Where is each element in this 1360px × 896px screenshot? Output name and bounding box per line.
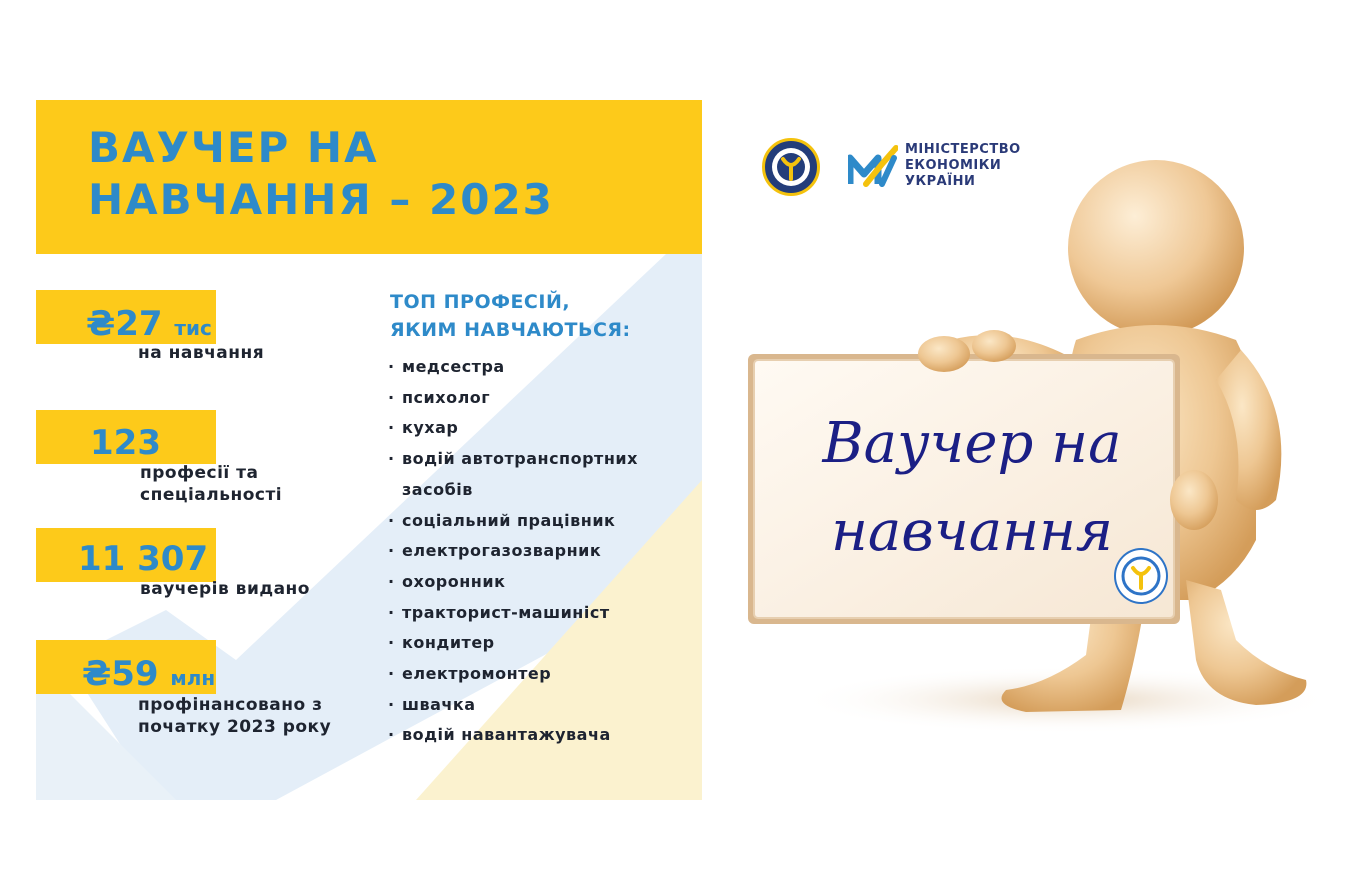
list-item <box>388 690 638 721</box>
professions-list <box>388 352 638 751</box>
stat-label-line: профінансовано з <box>138 695 323 715</box>
ministry-name <box>905 142 1021 190</box>
heading-line: ЯКИМ НАВЧАЮТЬСЯ: <box>390 319 631 341</box>
stat-label-vouchers: ваучерів видано <box>140 579 310 599</box>
list-item-text: електромонтер <box>402 664 552 684</box>
stat-value-unit: млн <box>170 666 216 690</box>
list-item-text: водій автотранспортних <box>402 449 638 469</box>
sign-employment-mark-icon <box>1116 550 1166 602</box>
figure-hand-right <box>1170 470 1218 530</box>
list-item-text: соціальний працівник <box>402 510 616 530</box>
bullet-icon: · <box>388 602 395 622</box>
bullet-icon: · <box>388 664 395 684</box>
list-item <box>388 444 638 475</box>
ministry-name-line: УКРАЇНИ <box>905 174 976 189</box>
list-item-text: кондитер <box>402 633 495 653</box>
stat-value-funding <box>82 654 215 698</box>
bullet-icon: · <box>388 357 395 376</box>
bullet-icon: · <box>388 541 395 561</box>
list-item-text: охоронник <box>402 571 506 591</box>
infographic-title <box>88 122 554 226</box>
list-item-text: психолог <box>402 387 491 407</box>
list-item <box>388 659 638 690</box>
stat-value-number: ₴27 <box>86 304 163 344</box>
title-line-2: НАВЧАННЯ – 2023 <box>88 175 554 224</box>
ministry-name-line: МІНІСТЕРСТВО <box>905 142 1021 157</box>
bullet-icon: · <box>388 694 395 714</box>
list-item-text: електрогазозварник <box>402 541 602 561</box>
stat-value-vouchers: 11 307 <box>78 539 209 579</box>
list-item-text: кухар <box>402 418 459 438</box>
sign-employment-logo-icon <box>1114 548 1168 604</box>
list-item-continuation <box>388 475 638 506</box>
heading-line: ТОП ПРОФЕСІЙ, <box>390 291 571 313</box>
list-item <box>388 628 638 659</box>
employment-service-logo-icon <box>762 138 820 196</box>
list-item-text: засобів <box>402 479 473 499</box>
bullet-icon: · <box>388 633 395 653</box>
ministry-mark-icon <box>848 144 898 188</box>
voucher-infographic <box>36 100 702 800</box>
sign-text-line: навчання <box>831 499 1113 564</box>
stat-label-line: професії та <box>140 463 259 483</box>
bullet-icon: · <box>388 387 395 407</box>
list-item <box>388 720 638 751</box>
list-item <box>388 352 638 383</box>
figure-hand-left-thumb <box>972 330 1016 362</box>
list-item <box>388 383 638 414</box>
employment-mark-icon <box>765 141 817 193</box>
stat-value-professions: 123 <box>90 423 161 463</box>
top-professions-heading <box>390 288 631 344</box>
bullet-icon: · <box>388 418 395 438</box>
list-item-text: тракторист-машиніст <box>402 602 610 622</box>
bullet-icon: · <box>388 510 395 530</box>
stat-label-funding <box>138 694 331 738</box>
bullet-icon: · <box>388 449 395 469</box>
stat-label-line: спеціальності <box>140 485 283 505</box>
list-item-text: швачка <box>402 694 476 714</box>
ministry-economy-logo <box>848 142 1028 202</box>
list-item <box>388 536 638 567</box>
stat-label-budget: на навчання <box>138 343 265 363</box>
stat-label-professions <box>140 462 282 506</box>
sign-text <box>782 400 1162 576</box>
figure-head <box>1068 160 1244 336</box>
stat-value-unit: тис <box>174 316 212 340</box>
voucher-illustration <box>736 100 1330 734</box>
title-line-1: ВАУЧЕР НА <box>88 123 379 172</box>
sign-text-line: Ваучер на <box>822 411 1122 476</box>
list-item <box>388 506 638 537</box>
stat-value-number: ₴59 <box>82 654 159 694</box>
bullet-icon: · <box>388 725 395 745</box>
list-item-text: медсестра <box>402 357 505 376</box>
ministry-name-line: ЕКОНОМІКИ <box>905 158 1002 173</box>
bullet-icon: · <box>388 571 395 591</box>
stat-label-line: початку 2023 року <box>138 717 332 737</box>
list-item-text: водій навантажувача <box>402 725 611 745</box>
figure-hand-left <box>918 336 970 372</box>
list-item <box>388 567 638 598</box>
list-item <box>388 413 638 444</box>
list-item <box>388 598 638 629</box>
